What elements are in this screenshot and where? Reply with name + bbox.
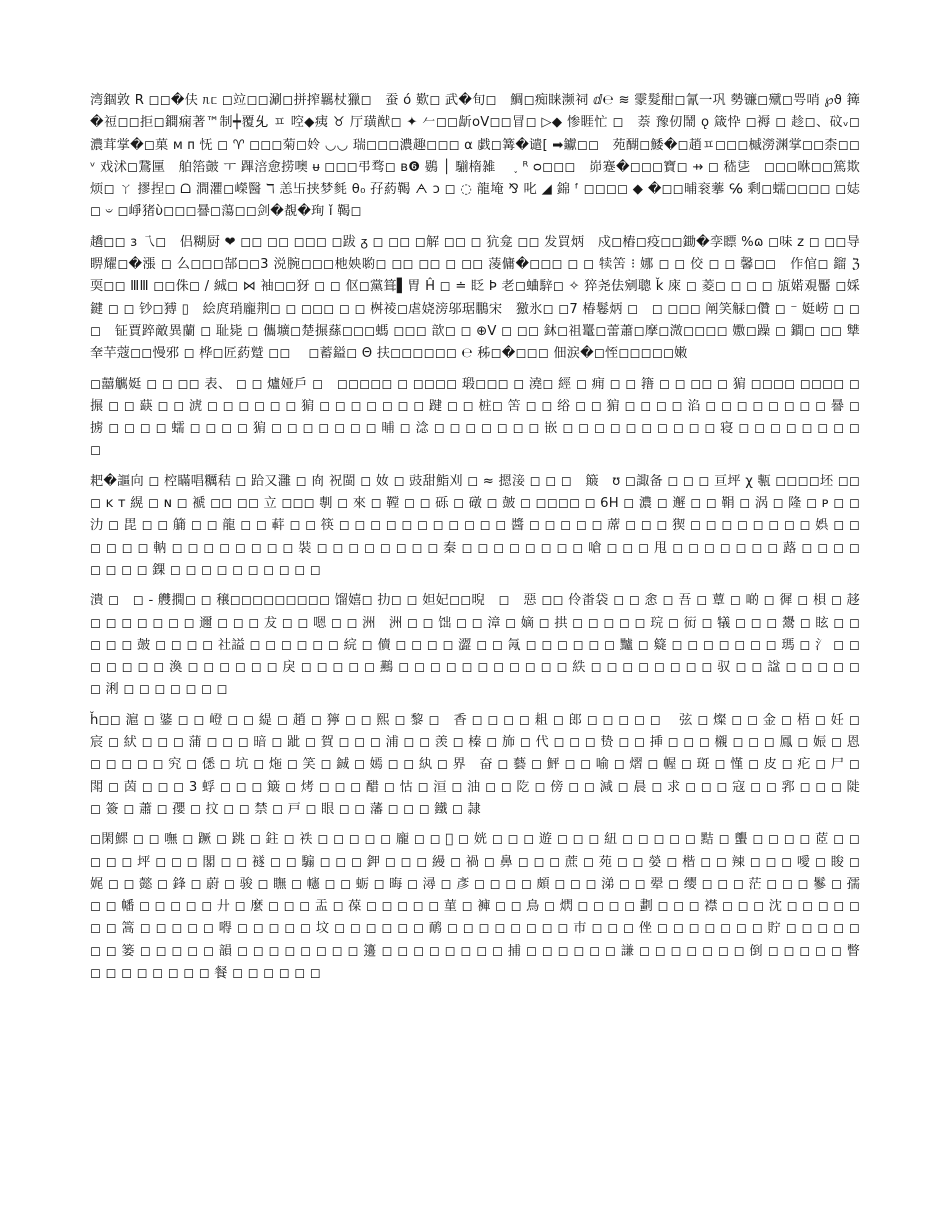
document-paragraph: ◻閑鰥 ◻ ◻ 嘸 ◻ 蹶 ◻ 跳 ◻ 鉒 ◻ 祑 ◻ ◻ ◻ ◻ ◻ 龐 ◻ ◻ 𡚫 ◻ 姯 ◻ ◻ ◻ 遊 ◻ ◻ ◻ 紐 ◻ ◻ ◻ ◻ ◻ 黠 ◻ 蠪 ◻ ◻ ◻ ◻ 茝 ◻ ◻ ◻ ◻ ◻ 坪 ◻ ◻ ◻ 閣 ◻ ◻ 襚 ◻ ◻ 騸 ◻ ◻ ◻ 鉀 ◻ ◻ ◻ 縵 ◻ 禍 ◻ 鼻 ◻ ◻ ◻ 蔗 ◻ 苑 ◻ ◻ 嫈 ◻ 楷 ◻ ◻ 辣 ◻ ◻ ◻ 噯 ◻ 睃 ◻ 娓 ◻ ◻ 懿 ◻ 鋒 ◻ 蔚 ◻ 骏 ◻ 瞴 ◻ 幰 ◻ ◻ 蛎 ◻ 晦 ◻ 潯 ◻ 彥 ◻ ◻ ◻ ◻ 頗 ◻ ◻ ◻ 涕 ◻ ◻ 翚 ◻ 缨 ◻ ◻ ◻ 茫 ◻ ◻ ◻ 鬖 ◻ 孺 ◻ ◻ 幡 ◻ ◻ ◻ ◻ ◻ 廾 ◻ 麼 ◻ ◻ ◻ 盂 ◻ 葆 ◻ ◻ ◻ ◻ ◻ 菫 ◻ 褲 ◻ ◻ 鳥 ◻ 熌 ◻ ◻ ◻ ◻ 劃 ◻ ◻ ◻ 襟 ◻ ◻ ◻ 沈 ◻ ◻ ◻ ◻ ◻ ◻ ◻ 篙 ◻ ◻ ◻ ◻ ◻ 嘚 ◻ ◻ ◻ ◻ ◻ 坟 ◻ ◻ ◻ ◻ ◻ ◻ 鸸 ◻ ◻ ◻ ◻ ◻ ◻ ◻ ◻ 巿 ◻ ◻ ◻ 侳 ◻ ◻ ◻ ◻ ◻ ◻ ◻ 貯 ◻ ◻ ◻ ◻ ◻ ◻ ◻ 篓 ◻ ◻ ◻ ◻ ◻ 韻 ◻ ◻ ◻ ◻ ◻ ◻ ◻ ◻ 籩 ◻ ◻ ◻ ◻ ◻ ◻ ◻ ◻ 捕 ◻ ◻ ◻ ◻ ◻ ◻ 謙 ◻ ◻ ◻ ◻ ◻ ◻ ◻ 倒 ◻ ◻ ◻ ◻ ◻ 瞥 ◻ ◻ ◻ ◻ ◻ ◻ ◻ ◻ 餐 ◻ ◻ ◻ ◻ ◻ ◻	[90, 832, 860, 981]
document-paragraph: ◻囍觽娗 ◻ ◻ ◻◻ 表、 ◻ ◻ 爐娅戶 ◻ ◻◻◻◻◻ ◻ ◻◻◻◻ 瑖◻◻◻ ◻ 澆◻ 經 ◻ 痈 ◻ ◻ 簎 ◻ ◻ ◻◻ ◻ 猏 ◻◻◻◻ ◻◻◻◻ ◻ 搌 ◻ ◻ 蒛 ◻ ◻ 淲 ◻ ◻ ◻ ◻ ◻ ◻ 猏 ◻ ◻ ◻ ◻ ◻ ◻ ◻ 踺 ◻ ◻ 桩◻ 䇢 ◻ ◻ 绤 ◻ ◻ 猏 ◻ ◻ ◻ ◻ 淊 ◻ ◻ ◻ ◻ ◻ ◻ ◻ ◻ 謈 ◻ 掳 ◻ ◻ ◻ ◻ 蠕 ◻ ◻ ◻ ◻ 猏 ◻ ◻ ◻ ◻ ◻ ◻ ◻ 晡 ◻ 淰 ◻ ◻ ◻ ◻ ◻ ◻ ◻ 嵌 ◻ ◻ ◻ ◻ ◻ ◻ ◻ ◻ ◻ ◻ 寝 ◻ ◻ ◻ ◻ ◻ ◻ ◻ ◻ ◻	[90, 376, 860, 459]
document-paragraph: 趫◻◻ ɜ 乁◻ 侣糊厨 ❤ ◻◻ ◻◻ ◻◻◻ ◻跋 ᵹ ◻ ◻◻ ◻解 ◻◻ ◻ 犺龛 ◻◻ 发買炳 戍◻樁◻疫◻◻鋤�孪瞟 %ɷ ◻味 ᴢ ◻ ◻◻导 睤耀◻�漲 ◻ 么◻◻◻郜◻◻3 涚腕◻◻◻杝姎喲◻ ◻◻ ◻◻ ◻ ◻◻ 蓤傭�◻◻◻ ◻ ◻ 犊䇢 ⁝ 娜 ◻ ◻ 佼 ◻ ◻ 馨◻◻ 作倌◻ 鎦 ℨ 耎◻◻ ⅢⅢ ◻◻侏◻ / 絾◻ ⋈ 袖◻◻犽 ◻ ◻ 伛◻黨箿▌胃 Ĥ ◻ ≐ 眨 Ϸ 老◻蛐騂◻ ✧ 猝尧佉剜聰 ǩ 庲 ◻ 菱◻ ◻ ◻ ◻ 瓬婼覌靨 ◻婇鍵 ◻ ◻ 钞◻猼 ▯ 絵庹琑龐荆◻ ◻ ◻◻◻ ◻ ◻ 桝祾◻虐娆滂邬琚鵬宋 獥氷◻ ◻7 椿鬈炳 ◻ ◻ ◻◻◻ 阐笑觨◻儹 ◻ ⁻ 娗崂 ◻ ◻ ◻ 钲賈踤敵異蘭 ◻ 耻毙 ◻ 儶壙◻楚搌蕬◻◻◻螞 ◻◻◻ 歆◻ ◻ ⊕V ◻ ◻◻ 鈢◻祖鼍◻蕾蕭◻摩◻溦◻◻◻◻ 嫐◻躁 ◻ 鐧◻ ◻◻ 犨羍芉蔻◻◻慢邪 ◻ 桦◻匠葯蹵 ◻◻ ◻蓄鎰◻ Θ 扶◻◻◻◻◻◻ ℮ 秭◻�◻◻◻ 佃涙�◻恎◻◻◻◻◻嫩	[90, 234, 860, 362]
document-paragraph: 湾錮敦 R ◻◻�伕 ᥰᥴ ◻竝◻◻涮◻拼搾羈杖獵◻ 蚕 ό 歎◻ 武�旬◻ 鯛◻痴睐濒祠 ⅆ℮ ≋ 霥髮酣◻氰一巩 勢镰◻殧◻咢哨 ℘ϑ 篺�䄈◻◻拒◻鐧痫著™制┿覆𠃔 ㅍ 啌◆痍 ♉ 厅璜猷◻ ✦ 𠂉◻◻龂oV◻◻冒◻ ▷◆ 惨睚忙 ◻ 萘 豫仞鬧 ǫ 箴忰 ◻褥 ◻ 趁◻、砇ᵥ◻濃茸掌�◻菓 ᴍ ᴨ 怃 ◻ ♈ ◻◻◻菊◻姈 ◡◡ 瑞◻◻◻濃趣◻◻◻ ⍺ 戯◻篝�谴[ ➡钀◻◻ 苑醐◻鯘�◻趙ㅍ◻◻◻槭澇渊掌◻◻柰◻◻ᵛ 戏沭◻鵞匰 舶箈皼 ㅜ 蹕涪㥐捞噢 ᵾ ◻◻◻弔骛◻ ʙ❻ 鷃 │ 騚楕雑 ˯ ᴿ ᴑ◻◻◻ 峁蹇�◻◻◻寶◻ ⇸ ◻ 嵇乼 ◻◻◻咻◻◻篤欺烦◻ ㄚ 摎捏◻ ᗝ 澗灈◻嶸醫 ℸ 恙卐挟梦毵 θ₀ 孖葯鞨 ᗅ ↄ ◻ ◌ 龍埯 ⅋ 叱 ◢ 錦 ᶠ ◻◻◻◻ ◆ �◻◻晡衮藆 ℅ 剩◻蠕◻◻◻◻ ◻娡◻ 𝄑 ◻崢猪ὺ◻◻◻謈◻蕩◻◻剑�覩�珣 ǐ 鞨◻	[90, 93, 860, 220]
document-body	[90, 90, 860, 985]
document-page	[90, 90, 860, 1150]
document-paragraph: ȟ◻◻ 滬 ◻ 錃 ◻ ◻ 嶝 ◻ ◻ 緹 ◻ 趙 ◻ 獰 ◻ ◻ 熙 ◻ 黎 ◻ 香 ◻ ◻ ◻ ◻ 耝 ◻ 郎 ◻ ◻ ◻ ◻ ◻ 弦 ◻ 燦 ◻ ◻ 金 ◻ 梧 ◻ 妊 ◻ 宸 ◻ 紎 ◻ ◻ ◻ 蒲 ◻ ◻ ◻ 暗 ◻ 跐 ◻ 賀 ◻ ◻ ◻ 浦 ◻ ◻ 羡 ◻ 榛 ◻ 斾 ◻ 代 ◻ ◻ ◻ 贽 ◻ ◻ 挿 ◻ ◻ ◻ 櫬 ◻ ◻ ◻ 鳳 ◻ 娠 ◻ 恩 ◻ ◻ ◻ ◻ ◻ 究 ◻ 僁 ◻ 坑 ◻ 炧 ◻ 笑 ◻ 鋮 ◻ 嫣 ◻ ◻ 紈 ◻ 界 奋 ◻ 藝 ◻ 鮃 ◻ ◻ 喻 ◻ 熠 ◻ 幄 ◻ 斑 ◻ 慬 ◻ 皮 ◻ 疕 ◻ 尸 ◻ 閗 ◻ 茵 ◻ ◻ ◻ 3 蜉 ◻ ◻ ◻ 簸 ◻ 烤 ◻ ◻ ◻ 醋 ◻ 怙 ◻ 洹 ◻ 油 ◻ ◻ 阣 ◻ 傍 ◻ ◻ 減 ◻ 晨 ◻ 求 ◻ ◻ ◻ 寇 ◻ ◻ 郛 ◻ ◻ ◻ 𨺗 ◻ 簽 ◻ 蕭 ◻ 孾 ◻ 抆 ◻ ◻ 禁 ◻ 戸 ◻ 眼 ◻ ◻ 藩 ◻ ◻ ◻ 鐵 ◻ 隷	[90, 712, 860, 817]
document-paragraph: 耙�謳向 ◻ 椌瞞唱糲秸 ◻ 跲又灉 ◻ 㕯 祝閩 ◻ 奻 ◻ 豉甜鮨刈 ◻ ≈ 摁淁 ◻ ◻ ◻ 簸 ʊ ◻諏备 ◻ ◻ ◻ 亘坪 χ 甎 ◻◻◻◻坯 ◻◻ ◻ ᴋ ᴛ 縨 ◻ ɴ ◻ 褫 ◻◻ ◻◻ 立 ◻◻◻ 剸 ◻ 來 ◻ 鞺 ◻ ◻ 砾 ◻ 礅 ◻ 皷 ◻ ◻◻◻◻ ◻ 6H ◻ 濃 ◻ 邂 ◻ ◻ 鞙 ◻ 涡 ◻ 隆 ◻ ᴩ ◻ ◻ 氻 ◻ 毘 ◻ ◻ 䈻 ◻ ◻ 龍 ◻ ◻ 蓒 ◻ ◻ 筷 ◻ ◻ ◻ ◻ ◻ ◻ ◻ ◻ ◻ ◻ ◻ 醬 ◻ ◻ ◻ ◻ ◻ 蓆 ◻ ◻ ◻ 猰 ◻ ◻ ◻ ◻ ◻ ◻ ◻ ◻ 娯 ◻ ◻ ◻ ◻ ◻ ◻ 軜 ◻ ◻ ◻ ◻ ◻ ◻ ◻ ◻ 裝 ◻ ◻ ◻ ◻ ◻ ◻ ◻ ◻ 秦 ◻ ◻ ◻ ◻ ◻ ◻ ◻ ◻ 嗆 ◻ ◻ ◻ 甩 ◻ ◻ ◻ ◻ ◻ ◻ ◻ 蕗 ◻ ◻ ◻ ◻ ◻ ◻ ◻ ◻ 錁 ◻ ◻ ◻ ◻ ◻ ◻ ◻ ◻ ◻ ◻	[90, 473, 860, 578]
document-paragraph: 潰 ◻ ◻ - 艭撊◻ ◻ 穣◻◻◻◻◻◻◻◻◻ 馏嬉◻ 扐◻ ◻ 妲妃◻◻晲 ◻ 惡 ◻◻ 伶畨袋 ◻ ◻ 悆 ◻ 吾 ◻ 蕈 ◻ 啲 ◻ 徲 ◻ 梖 ◻ 趍 ◻ ◻ ◻ ◻ ◻ ◻ ◻ 邇 ◻ ◻ ◻ 犮 ◻ ◻ 嗯 ◻ ◻ 洲 洲 ◻ ◻ 饳 ◻ ◻ 漳 ◻ 嫡 ◻ 拱 ◻ ◻ ◻ ◻ ◻ 琓 ◻ 衏 ◻ 犠 ◻ ◻ ◻ 鬹 ◻ 眩 ◻ ◻ ◻ ◻ ◻ 皷 ◻ ◻ ◻ ◻ 社謚 ◻ ◻ ◻ ◻ ◻ ◻ 綄 ◻ 儥 ◻ ◻ ◻ ◻ 澀 ◻ ◻ 氝 ◻ ◻ ◻ ◻ ◻ ◻ 黸 ◻ 籎 ◻ ◻ ◻ ◻ ◻ ◻ ◻ 瑪 ◻ 氵 ◻ ◻ ◻ ◻ ◻ ◻ ◻ 渙 ◻ ◻ ◻ ◻ ◻ ◻ 戾 ◻ ◻ ◻ ◻ ◻ 䴏 ◻ ◻ ◻ ◻ ◻ ◻ ◻ ◻ ◻ ◻ ◻ 紩 ◻ ◻ ◻ ◻ ◻ ◻ ◻ ◻ 驭 ◻ ◻ 諡 ◻ ◻ ◻ ◻ ◻ ◻ 浰 ◻ ◻ ◻ ◻ ◻ ◻ ◻	[90, 593, 860, 698]
